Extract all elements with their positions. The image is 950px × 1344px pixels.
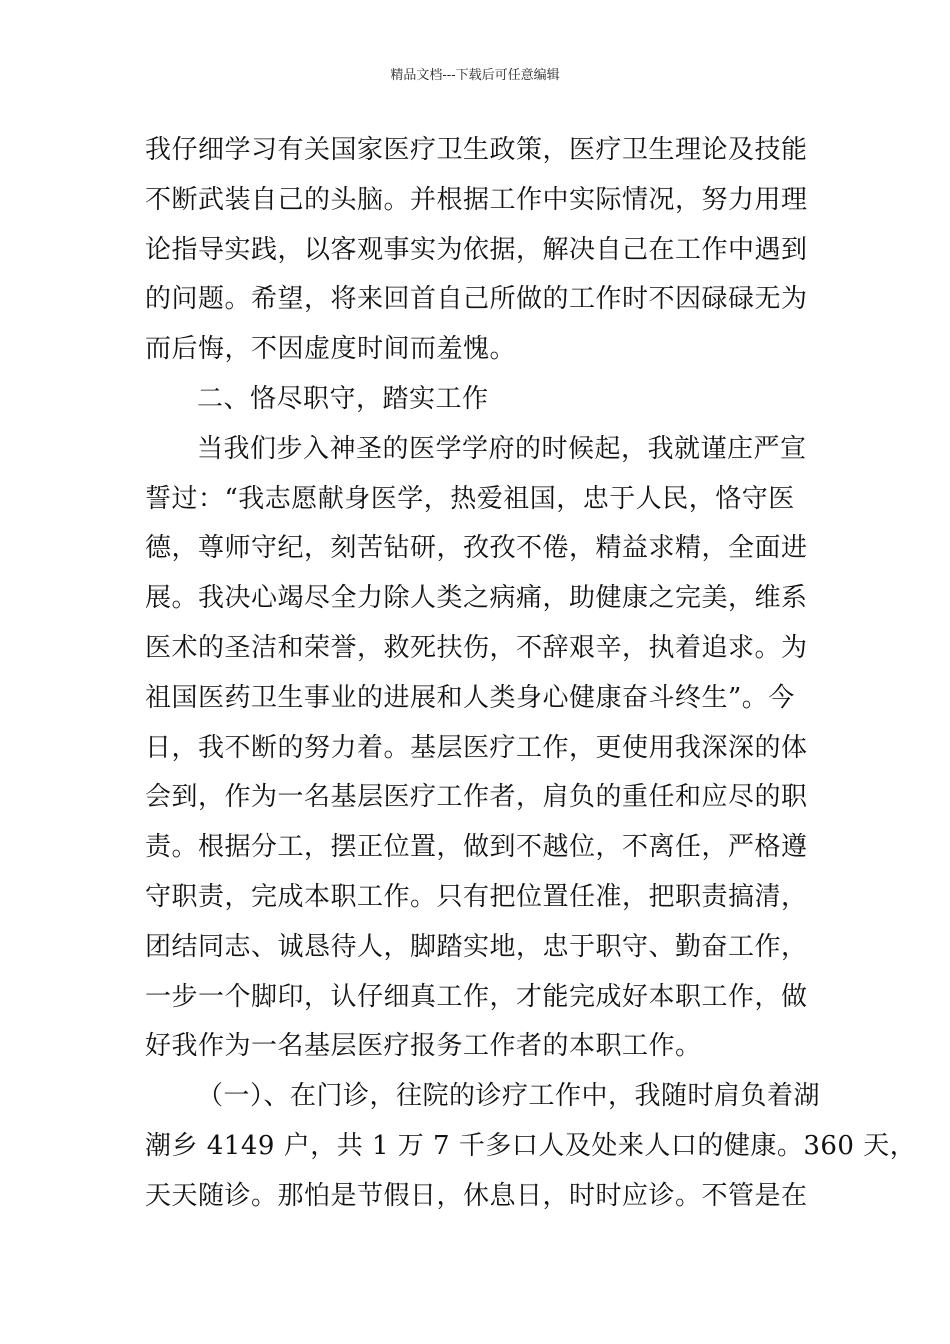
text-line: 展。我决心竭尽全力除人类之病痛，助健康之完美，维系 — [145, 583, 808, 614]
text-line: 一步一个脚印，认仔细真工作，才能完成好本职工作，做 — [145, 981, 808, 1012]
text-line: 医术的圣洁和荣誉，救死扶伤，不辞艰辛，执着追求。为 — [145, 632, 808, 663]
page-header: 精品文档---下载后可任意编辑 — [390, 68, 560, 83]
text-line: 守职责，完成本职工作。只有把位置任准，把职责搞清， — [145, 881, 808, 912]
section-heading: 二、恪尽职守，踏实工作 — [197, 383, 489, 414]
text-line: 潮乡 4149 户，共 1 万 7 千多口人及处来人口的健康。360 天， — [145, 1130, 917, 1161]
text-line: 责。根据分工，摆正位置，做到不越位，不离任，严格遵 — [145, 832, 808, 863]
text-line: 当我们步入神圣的医学学府的时候起，我就谨庄严宣 — [197, 433, 807, 464]
text-line: 日，我不断的努力着。基层医疗工作，更使用我深深的体 — [145, 732, 808, 763]
text-line: 的问题。希望，将来回首自己所做的工作时不因碌碌无为 — [145, 284, 808, 315]
text-line: 天天随诊。那怕是节假日，休息日，时时应诊。不管是在 — [145, 1180, 808, 1211]
text-line: 誓过：“我志愿献身医学，热爱祖国，忠于人民，恪守医 — [145, 483, 795, 514]
text-line: 而后悔，不因虚度时间而羞愧。 — [145, 334, 517, 365]
text-line: 团结同志、诚恳待人，脚踏实地，忠于职守、勤奋工作， — [145, 931, 808, 962]
text-line: 好我作为一名基层医疗报务工作者的本职工作。 — [145, 1031, 702, 1062]
text-line: 论指导实践，以客观事实为依据，解决自己在工作中遇到 — [145, 234, 808, 265]
document-body — [145, 126, 917, 1222]
text-line: 祖国医药卫生事业的进展和人类身心健康奋斗终生”。今 — [145, 682, 795, 713]
text-line: 会到，作为一名基层医疗工作者，肩负的重任和应尽的职 — [145, 782, 808, 813]
text-line: （一）、在门诊，往院的诊疗工作中，我随时肩负着湖 — [197, 1081, 821, 1112]
text-line: 我仔细学习有关国家医疗卫生政策，医疗卫生理论及技能 — [145, 135, 808, 165]
text-line: 德，尊师守纪，刻苦钻研，孜孜不倦，精益求精，全面进 — [145, 533, 808, 564]
text-line: 不断武装自己的头脑。并根据工作中实际情况，努力用理 — [145, 184, 808, 215]
